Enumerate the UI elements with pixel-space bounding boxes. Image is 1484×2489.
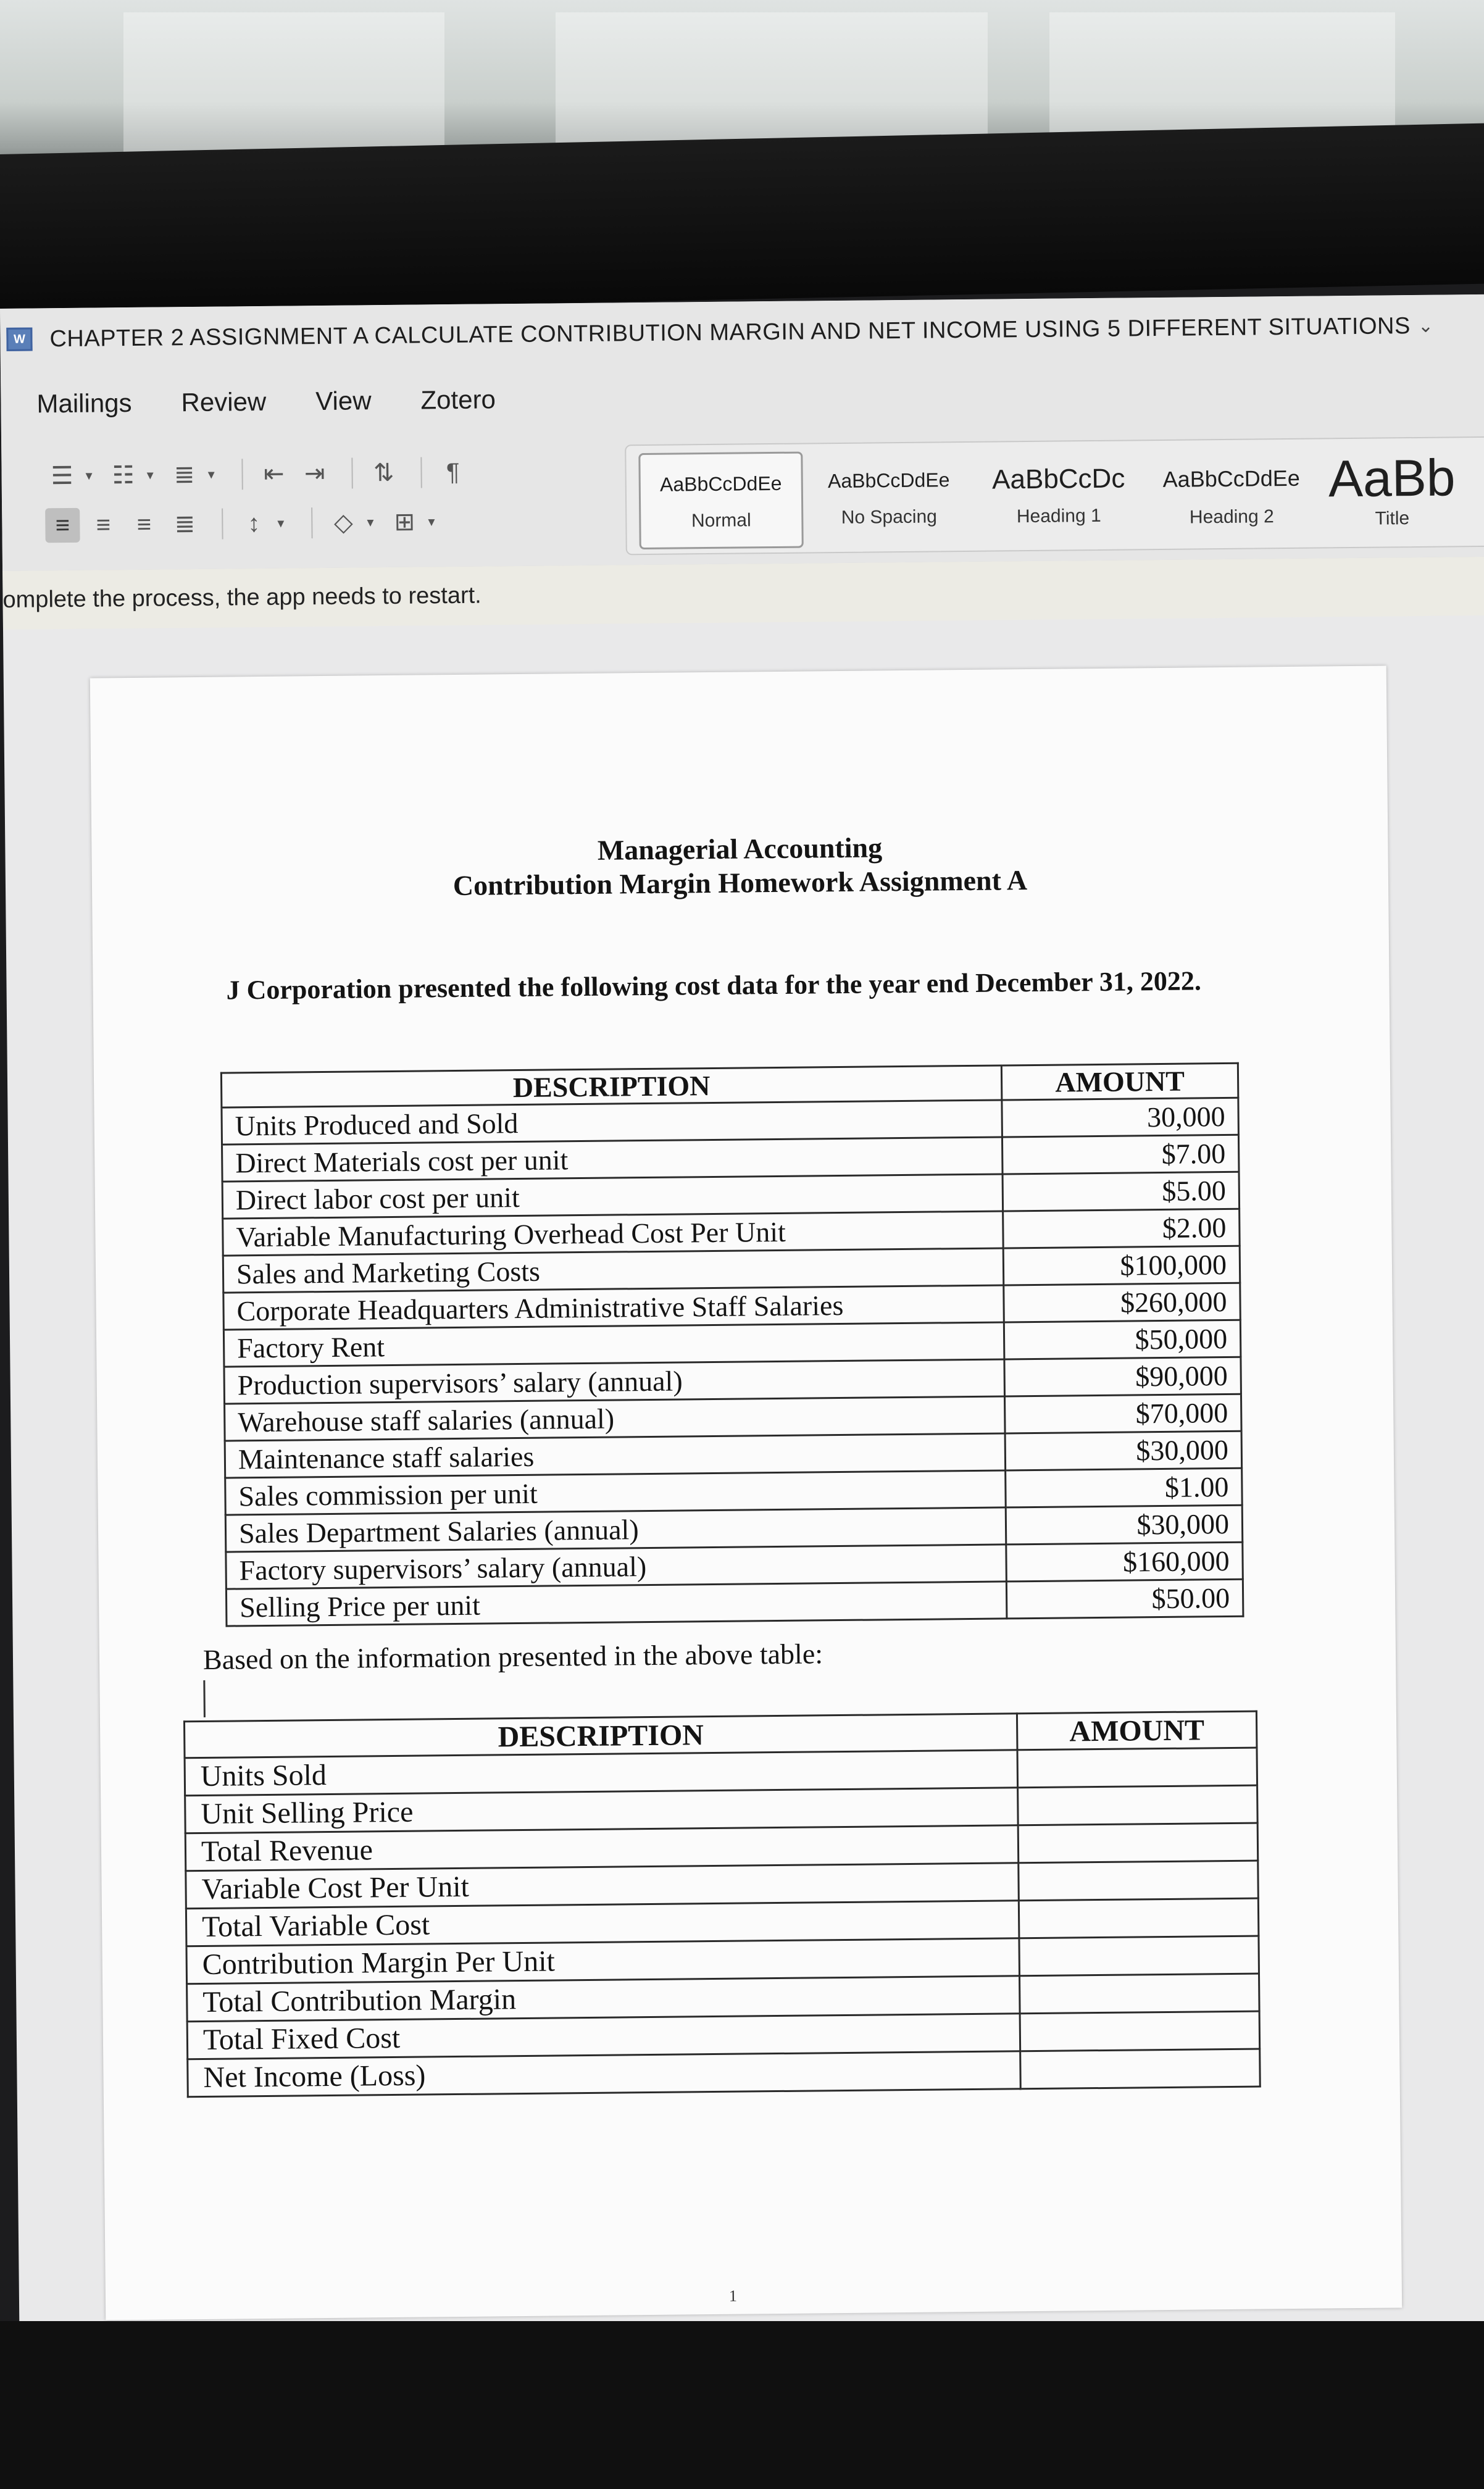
divider bbox=[311, 507, 312, 538]
text-cursor bbox=[203, 1680, 206, 1717]
increase-indent-icon[interactable]: ⇥ bbox=[304, 459, 325, 488]
align-right-icon[interactable]: ≡ bbox=[136, 511, 152, 538]
row-amount: $100,000 bbox=[1003, 1246, 1240, 1285]
style-sample: AaBb bbox=[1328, 448, 1456, 508]
answer-cell[interactable] bbox=[1019, 1898, 1259, 1938]
row-description: Maintenance staff salaries bbox=[225, 1433, 1006, 1478]
style-sample: AaBbCcDdEe bbox=[659, 472, 782, 496]
instruction-text: Based on the information presented in the above table: bbox=[202, 1638, 823, 1675]
monitor-bezel-top bbox=[0, 123, 1484, 315]
doc-heading-line2: Contribution Margin Homework Assignment A bbox=[452, 864, 1028, 901]
row-amount: $7.00 bbox=[1002, 1135, 1239, 1174]
row-description: Variable Manufacturing Overhead Cost Per Unit bbox=[223, 1211, 1004, 1256]
row-amount: $2.00 bbox=[1003, 1209, 1240, 1248]
title-chevron-icon[interactable]: ⌄ bbox=[1417, 315, 1434, 336]
answer-cell[interactable] bbox=[1018, 1823, 1258, 1863]
sort-icon[interactable]: ⇅ bbox=[373, 459, 394, 487]
row-amount: $50,000 bbox=[1004, 1320, 1241, 1359]
answer-cell[interactable] bbox=[1019, 1936, 1259, 1976]
divider bbox=[351, 458, 352, 489]
row-description: Total Revenue bbox=[185, 1825, 1019, 1871]
amount-header: AMOUNT bbox=[1001, 1063, 1238, 1100]
chevron-down-icon[interactable]: ▾ bbox=[207, 466, 215, 482]
row-amount: $160,000 bbox=[1006, 1542, 1243, 1582]
style-sample: AaBbCcDdEe bbox=[827, 469, 950, 493]
line-spacing-icon[interactable]: ↕ bbox=[248, 509, 261, 537]
row-description: Unit Selling Price bbox=[185, 1788, 1019, 1833]
row-description: Selling Price per unit bbox=[226, 1582, 1007, 1626]
row-description: Sales and Marketing Costs bbox=[223, 1248, 1004, 1293]
row-description: Total Contribution Margin bbox=[187, 1976, 1020, 2022]
intro-paragraph: J Corporation presented the following cost data for the year end December 31, 2022. bbox=[226, 965, 1202, 1006]
chevron-down-icon[interactable]: ▾ bbox=[85, 467, 93, 483]
style-sample: AaBbCcDdEe bbox=[1162, 465, 1300, 492]
paragraph-tools bbox=[44, 446, 601, 563]
row-description: Units Sold bbox=[185, 1750, 1018, 1796]
style-normal[interactable] bbox=[638, 452, 803, 550]
decrease-indent-icon[interactable]: ⇤ bbox=[263, 460, 285, 488]
row-amount: $30,000 bbox=[1006, 1505, 1243, 1545]
divider bbox=[222, 509, 223, 540]
notification-message: omplete the process, the app needs to restart. bbox=[2, 582, 481, 613]
document-page[interactable] bbox=[90, 665, 1402, 2320]
row-amount: 30,000 bbox=[1002, 1098, 1239, 1137]
answer-cell[interactable] bbox=[1019, 1861, 1259, 1901]
row-description: Total Fixed Cost bbox=[187, 2014, 1020, 2059]
row-description: Direct labor cost per unit bbox=[222, 1174, 1003, 1219]
description-header: DESCRIPTION bbox=[221, 1065, 1001, 1107]
tab-view[interactable]: View bbox=[315, 386, 372, 416]
justify-icon[interactable]: ≣ bbox=[174, 510, 196, 538]
row-description: Net Income (Loss) bbox=[188, 2051, 1021, 2097]
align-center-icon[interactable]: ≡ bbox=[96, 511, 111, 539]
row-amount: $90,000 bbox=[1004, 1357, 1241, 1396]
row-description: Contribution Margin Per Unit bbox=[186, 1938, 1020, 1984]
page-number: 1 bbox=[728, 2287, 738, 2305]
row-amount: $5.00 bbox=[1003, 1172, 1240, 1211]
row-description: Units Produced and Sold bbox=[222, 1100, 1003, 1144]
document-title: CHAPTER 2 ASSIGNMENT A CALCULATE CONTRIBUTION MARGIN AND NET INCOME USING 5 DIFFERENT SITUATIONS bbox=[49, 312, 1411, 352]
row-amount: $70,000 bbox=[1004, 1394, 1241, 1433]
ribbon-toolbar bbox=[1, 424, 1484, 572]
style-heading-1[interactable] bbox=[978, 448, 1139, 542]
answer-table bbox=[183, 1711, 1261, 2098]
numbering-icon[interactable]: ☷ bbox=[112, 461, 135, 490]
row-amount: $1.00 bbox=[1006, 1468, 1243, 1507]
tab-mailings[interactable]: Mailings bbox=[36, 388, 132, 419]
style-name: Heading 1 bbox=[1016, 505, 1101, 527]
style-heading-2[interactable] bbox=[1151, 447, 1312, 541]
answer-cell[interactable] bbox=[1020, 1974, 1260, 2014]
borders-icon[interactable]: ⊞ bbox=[394, 508, 415, 536]
style-sample: AaBbCcDc bbox=[991, 463, 1125, 495]
row-description: Corporate Headquarters Administrative Staff Salaries bbox=[223, 1285, 1004, 1330]
answer-cell[interactable] bbox=[1020, 2011, 1260, 2051]
row-description: Sales commission per unit bbox=[225, 1470, 1006, 1515]
answer-cell[interactable] bbox=[1017, 1748, 1257, 1788]
row-description: Variable Cost Per Unit bbox=[186, 1863, 1019, 1909]
chevron-down-icon[interactable]: ▾ bbox=[146, 467, 154, 483]
row-description: Sales Department Salaries (annual) bbox=[225, 1507, 1006, 1552]
divider bbox=[241, 459, 243, 490]
chevron-down-icon[interactable]: ▾ bbox=[277, 515, 285, 531]
pilcrow-icon[interactable]: ¶ bbox=[446, 458, 460, 486]
style-name: Title bbox=[1375, 508, 1410, 529]
style-title[interactable] bbox=[1317, 445, 1466, 539]
row-description: Factory Rent bbox=[223, 1322, 1004, 1367]
row-description: Direct Materials cost per unit bbox=[222, 1137, 1003, 1182]
shading-icon[interactable]: ◇ bbox=[333, 509, 353, 536]
chevron-down-icon[interactable]: ▾ bbox=[428, 514, 435, 530]
style-name: Heading 2 bbox=[1189, 506, 1274, 528]
description-header: DESCRIPTION bbox=[184, 1714, 1017, 1758]
row-amount: $50.00 bbox=[1006, 1579, 1243, 1619]
answer-cell[interactable] bbox=[1018, 1785, 1258, 1825]
word-document-icon: W bbox=[6, 327, 32, 351]
bullets-icon[interactable]: ☰ bbox=[51, 462, 73, 490]
chevron-down-icon[interactable]: ▾ bbox=[367, 514, 374, 530]
row-amount: $260,000 bbox=[1004, 1283, 1241, 1322]
style-name: Normal bbox=[691, 510, 751, 532]
app-window bbox=[0, 294, 1484, 2364]
style-name: No Spacing bbox=[841, 506, 938, 528]
answer-cell[interactable] bbox=[1020, 2049, 1261, 2089]
cost-data-table bbox=[220, 1062, 1244, 1627]
window-blind bbox=[123, 12, 444, 161]
doc-heading-line1: Managerial Accounting bbox=[597, 832, 883, 866]
amount-header: AMOUNT bbox=[1017, 1711, 1257, 1750]
align-left-icon[interactable]: ≡ bbox=[45, 508, 80, 543]
tab-review[interactable]: Review bbox=[181, 386, 267, 417]
monitor-bezel-bottom bbox=[0, 2321, 1484, 2489]
row-description: Warehouse staff salaries (annual) bbox=[225, 1396, 1006, 1441]
row-amount: $30,000 bbox=[1005, 1431, 1242, 1470]
style-no-spacing[interactable] bbox=[808, 450, 969, 544]
tab-zotero[interactable]: Zotero bbox=[420, 385, 496, 415]
divider bbox=[420, 457, 422, 488]
row-description: Production supervisors’ salary (annual) bbox=[224, 1359, 1005, 1404]
row-description: Total Variable Cost bbox=[186, 1901, 1019, 1946]
multilevel-list-icon[interactable]: ≣ bbox=[173, 461, 195, 489]
styles-gallery bbox=[625, 436, 1484, 555]
row-description: Factory supervisors’ salary (annual) bbox=[226, 1545, 1007, 1589]
